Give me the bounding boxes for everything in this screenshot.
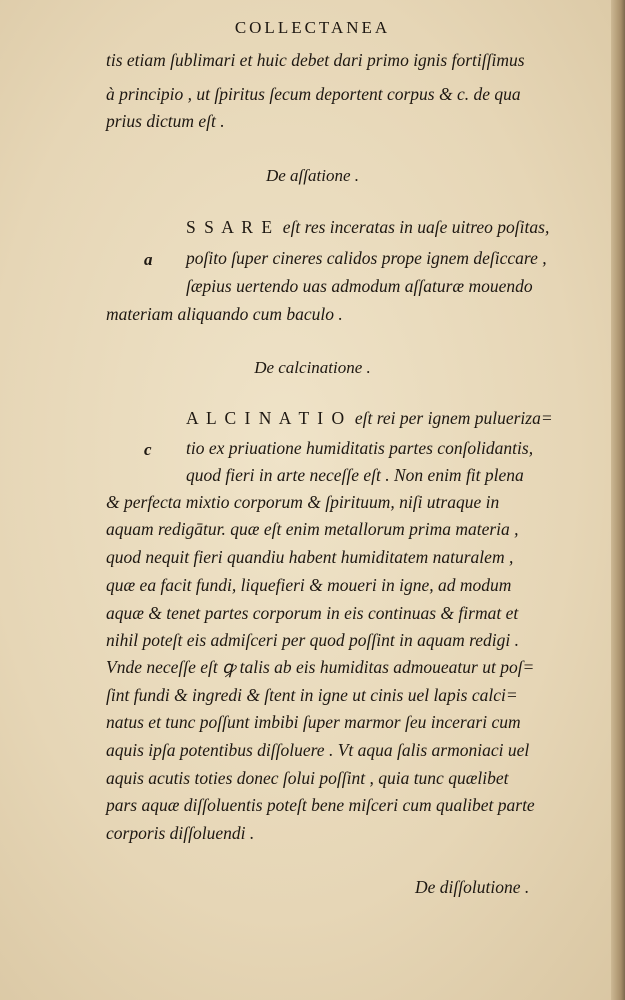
running-head: COLLECTANEA xyxy=(234,18,391,37)
text-line: quod fieri in arte neceſſe eſt . Non enim fit plena xyxy=(186,465,524,485)
text-line: & perfecta mixtio corporum & ſpirituum, niſi utraque in xyxy=(106,492,500,512)
marginal-letter: c xyxy=(144,440,152,459)
text-line: ſæpius uertendo uas admodum aſſaturæ mouendo xyxy=(186,276,533,296)
text-line: prius dictum eſt . xyxy=(106,111,225,131)
catchword: De diſſolutione . xyxy=(415,877,530,897)
text-span: eſt res inceratas in uaſe uitreo poſitas, xyxy=(282,217,550,237)
text-line: pars aquæ diſſoluentis poteſt bene miſceri cum qualibet parte xyxy=(106,795,535,815)
section-heading: De aſſatione . xyxy=(265,166,359,185)
text-line: nihil poteſt eis admiſceri per quod poſſint in aquam redigi . xyxy=(106,630,520,650)
text-line: aquam redigātur. quæ eſt enim metallorum prima materia , xyxy=(106,519,519,539)
section-heading: De calcinatione . xyxy=(254,358,371,377)
text-line: Vnde neceſſe eſt ꝙ talis ab eis humiditas admoueatur ut poſ= xyxy=(106,657,535,677)
text-line: tis etiam ſublimari et huic debet dari primo ignis fortiſſimus xyxy=(106,50,525,70)
text-line: à principio , ut ſpiritus ſecum deportent corpus & c. de qua xyxy=(106,84,521,104)
lead-word: S S A R E xyxy=(186,217,275,237)
page-edge xyxy=(611,0,625,1000)
marginal-letter: a xyxy=(144,250,153,269)
text-line: poſito ſuper cineres calidos prope ignem deſiccare , xyxy=(186,248,547,268)
text-line xyxy=(186,410,553,428)
text-span: eſt rei per ignem pulueriza= xyxy=(354,408,553,428)
text-line: ſint fundi & ingredi & ſtent in igne ut cinis uel lapis calci= xyxy=(106,685,518,705)
text-line: quæ ea facit fundi, liquefieri & moueri in igne, ad modum xyxy=(106,575,512,595)
text-line xyxy=(186,219,549,237)
lead-word: A L C I N A T I O xyxy=(186,408,347,428)
text-line: natus et tunc poſſunt imbibi ſuper marmor ſeu incerari cum xyxy=(106,712,521,732)
text-line: aquis acutis toties donec ſolui poſſint , quia tunc quælibet xyxy=(106,768,509,788)
text-line: aquæ & tenet partes corporum in eis continuas & firmat et xyxy=(106,603,519,623)
text-line: corporis diſſoluendi . xyxy=(106,823,255,843)
text-line: aquis ipſa potentibus diſſoluere . Vt aqua ſalis armoniaci uel xyxy=(106,740,530,760)
text-line: tio ex priuatione humiditatis partes conſolidantis, xyxy=(186,438,534,458)
text-line: materiam aliquando cum baculo . xyxy=(106,304,343,324)
text-line: quod nequit fieri quandiu habent humiditatem naturalem , xyxy=(106,547,514,567)
